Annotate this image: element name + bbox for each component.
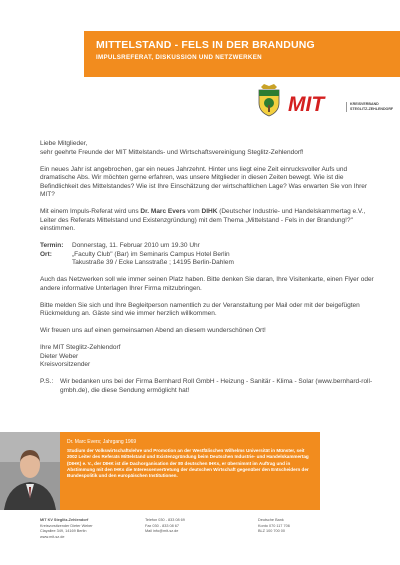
- bio-panel: [60, 432, 320, 510]
- coat-of-arms-icon: [256, 83, 282, 117]
- paragraph-networking: Auch das Netzwerken soll wie immer seinen Platz haben. Bitte denken Sie daran, Ihre Visitenkarte, einen Flyer oder andere informative Unterlagen Ihrer Firma mitzubringen.: [40, 276, 374, 292]
- portrait-icon: [0, 432, 60, 510]
- footer-chair: Kreisvorsitzender Dieter Weber: [40, 523, 93, 528]
- footer-bank: Deutsche Bank: [258, 518, 284, 522]
- signature-name: Dieter Weber: [40, 352, 79, 360]
- footer-col-bank: [258, 518, 290, 535]
- signature-org: Ihre MIT Steglitz-Zehlendorf: [40, 344, 121, 351]
- termin-value: Donnerstag, 11. Februar 2010 um 19.30 Uhr: [72, 242, 200, 249]
- signature-role: Kreisvorsitzender: [40, 361, 91, 368]
- paragraph-closing: Wir freuen uns auf einen gemeinsamen Abend an diesem wunderschönen Ort!: [40, 327, 266, 334]
- kv-line-1: KREISVERBAND: [350, 102, 379, 106]
- speaker-photo: [0, 432, 60, 510]
- salutation-line-2: sehr geehrte Freunde der MIT Mittelstands- und Wirtschaftsvereinigung Steglitz-Zehlendorf!: [40, 148, 304, 156]
- footer-blz: BLZ 100 700 00: [258, 529, 286, 533]
- kv-line-2: STEGLITZ-ZEHLENDORF: [350, 107, 394, 111]
- speaker-text-b: vom: [185, 208, 202, 215]
- paragraph-intro: Ein neues Jahr ist angebrochen, gar ein neues Jahrzehnt. Hinter uns liegt eine Zeit einrucksvoller Aufs und dramatische Abs. Wir möchten gerne erfahren, was unsere Mitglieder in diesen Zeiten bewegt. Wie ist die Befindlichkeit des Mittelstandes? Wie ist Ihre Einschätzung der wirtschaftlichen Lage? Was erwarten Sie von Ihrer MIT?: [40, 165, 368, 198]
- footer-col-address: [40, 518, 93, 540]
- bio-text: Studium der Volkswirtschaftslehre und Promotion an der Westfälischen Wilhelms Universität in Münster, seit 2002 Leiter des Referats Mittelstand und Existenzgründung beim Deutschen Industrie- und Handelskammertag (DIHK) e. V., der DIHK ist die Dachorganisation der 80 deutschen IHKs, er übernimmt im Auftrag und in Abstimmung mit den IHKs die Interessenvertretung der deutschen Wirtschaft gegenüber den Entscheidern der Bundespolitik und den europäischen Institutionen.: [67, 448, 309, 479]
- footer-org: MIT KV Steglitz-Zehlendorf: [40, 518, 89, 522]
- bio-name: Dr. Marc Evers; Jahrgang 1969: [67, 439, 137, 445]
- event-details: [40, 242, 380, 268]
- ort-line-2: Takustraße 39 / Ecke Lansstraße ; 14195 Berlin-Dahlem: [72, 259, 234, 266]
- speaker-org: DIHK: [201, 208, 218, 215]
- ort-line-1: „Faculty Club" (Bar) im Seminaris Campus Hotel Berlin: [72, 250, 230, 258]
- kreisverband-label: [346, 102, 392, 112]
- paragraph-registration: Bitte melden Sie sich und Ihre Begleitperson namentlich zu der Veranstaltung per Mail oder mit der beigefügten Rückmeldung an. Gäste sind wie immer herzlich willkommen.: [40, 301, 360, 317]
- page-subtitle: IMPULSREFERAT, DISKUSSION UND NETZWERKEN: [96, 54, 262, 61]
- footer-web: www.mit-sz.de: [40, 534, 65, 539]
- postscript: [40, 378, 380, 395]
- mit-logo-text: MIT: [288, 93, 325, 116]
- header-banner: [84, 31, 400, 77]
- paragraph-speaker: [40, 208, 380, 234]
- mit-logo: [288, 91, 392, 117]
- logo-area: [246, 83, 396, 125]
- footer-address: Clayallee 349, 14169 Berlin: [40, 529, 87, 533]
- ort-value: [72, 251, 380, 268]
- footer-col-contact: [145, 518, 185, 535]
- salutation: [40, 140, 380, 157]
- speaker-text-a: Mit einem Impuls-Referat wird uns: [40, 208, 141, 215]
- page-title: MITTELSTAND - FELS IN DER BRANDUNG: [96, 39, 315, 51]
- ort-label: Ort:: [40, 250, 52, 258]
- ps-text: Wir bedanken uns bei der Firma Bernhard Roll GmbH - Heizung - Sanitär - Klima - Solar (www.bernhard-roll-gmbh.de), die diese Sendung ermöglicht hat!: [60, 378, 373, 394]
- salutation-line-1: Liebe Mitglieder,: [40, 140, 88, 147]
- footer-mail: Mail info@mit-sz.de: [145, 529, 179, 533]
- termin-label: Termin:: [40, 242, 64, 249]
- letter-body: [40, 140, 380, 395]
- footer-fax: Fax 030 - 833 08 67: [145, 523, 179, 528]
- ps-label: P.S.:: [40, 378, 54, 385]
- speaker-bio-box: [0, 432, 320, 510]
- signature: [40, 344, 380, 370]
- footer-phone: Telefon 030 - 833 08 69: [145, 518, 185, 522]
- footer-account: Konto 070 117 706: [258, 523, 290, 528]
- speaker-text-c: (Deutscher Industrie- und Handelskammertag e.V., Leiter des Referats Mittelstand und Existenzgründung) mit dem Thema „Mittelstand - Fels in der Brandung!?" einstimmen.: [40, 208, 366, 232]
- speaker-name: Dr. Marc Evers: [140, 208, 186, 215]
